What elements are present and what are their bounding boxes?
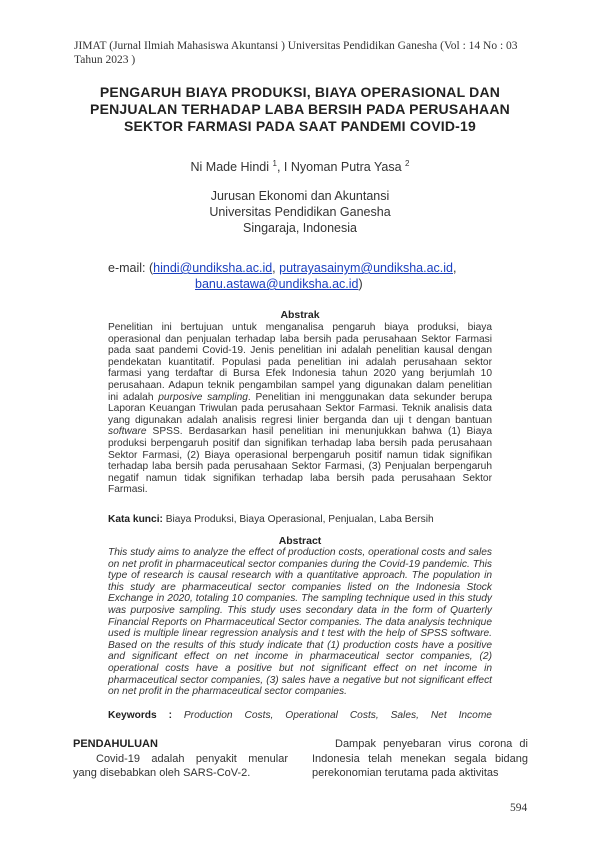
- affiliation-line: Universitas Pendidikan Ganesha: [209, 205, 391, 219]
- paper-title: [70, 84, 530, 135]
- keyword-term: Income: [458, 710, 492, 721]
- author-affiliation-mark: 1: [272, 159, 277, 168]
- author-name: I Nyoman Putra Yasa: [283, 160, 402, 174]
- email-separator: ,: [453, 261, 457, 275]
- body-paragraph: Dampak penyebaran virus corona di Indonesia telah menekan segala bidang perekonomian terutama pada aktivitas: [312, 738, 528, 779]
- keyword-term: Costs,: [349, 710, 379, 721]
- abstrak-text-part: . Penelitian ini menggunakan data sekunder berupa Laporan Keuangan Triwulan pada perusahaan Sektor Farmasi. Teknik analisis data yang digunakan adalah analisis regresi linier berganda dan uji t dengan bantuan: [108, 391, 493, 426]
- kata-kunci-label: Kata kunci:: [108, 514, 163, 525]
- abstrak-text: [108, 322, 492, 496]
- email-link[interactable]: banu.astawa@undiksha.ac.id: [195, 277, 359, 291]
- affiliation: [0, 188, 600, 236]
- body-column-right: [312, 737, 528, 781]
- keyword-term: Net: [430, 710, 447, 721]
- email-line: [108, 276, 528, 292]
- abstrak-heading: Abstrak: [280, 309, 320, 321]
- affiliation-line: Jurusan Ekonomi dan Akuntansi: [210, 189, 390, 203]
- author-affiliation-mark: 2: [405, 159, 410, 168]
- affiliation-line: Singaraja, Indonesia: [243, 221, 357, 235]
- email-label: e-mail: (: [108, 261, 154, 275]
- author-name: Ni Made Hindi: [190, 160, 270, 174]
- abstrak-text-italic: software: [108, 426, 147, 438]
- body-column-left: [73, 737, 288, 781]
- keywords-colon: :: [168, 710, 172, 721]
- abstrak-text-part: Penelitian ini bertujuan untuk menganalisa pengaruh biaya produksi, biaya operasional dan penjualan terhadap laba bersih pada perusahaan Sektor Farmasi pada saat pandemi Covid-19. Jenis penelitian ini adalah penelitian kausal dengan pendekatan kuantitatif. Populasi pada penelitian ini adalah perusahaan sektor farmasi yang terdaftar di Bursa Efek Indonesia tahun 2020 yang berjumlah 10 perusahaan. Adapun teknik pengambilan sampel yang digunakan dalam penelitian ini adalah: [108, 322, 492, 403]
- keyword-term: Sales,: [390, 710, 419, 721]
- kata-kunci: [108, 514, 508, 525]
- page-number: 594: [510, 802, 528, 814]
- abstrak-text-italic: purposive sampling: [158, 391, 248, 403]
- section-heading: PENDAHULUAN: [73, 738, 158, 750]
- email-block: [108, 260, 528, 292]
- keywords: [108, 710, 492, 721]
- abstract-heading: Abstract: [278, 535, 322, 547]
- email-close: ): [358, 277, 363, 291]
- kata-kunci-terms: Biaya Produksi, Biaya Operasional, Penjualan, Laba Bersih: [162, 514, 434, 525]
- title-line: PENGARUH BIAYA PRODUKSI, BIAYA OPERASIONAL DAN: [99, 84, 501, 100]
- body-paragraph: Covid-19 adalah penyakit menular yang disebabkan oleh SARS-CoV-2.: [73, 752, 288, 779]
- author-list: [0, 159, 600, 174]
- journal-header: JIMAT (Jurnal Ilmiah Mahasiswa Akuntansi ) Universitas Pendidikan Ganesha (Vol : 14 No : 03 Tahun 2023 ): [74, 40, 518, 66]
- keywords-label: Keywords: [108, 710, 157, 721]
- keyword-term: Production: [183, 710, 233, 721]
- email-link[interactable]: hindi@undiksha.ac.id: [153, 261, 273, 275]
- keyword-term: Operational: [285, 710, 338, 721]
- email-link[interactable]: putrayasainym@undiksha.ac.id: [279, 261, 454, 275]
- email-line: [108, 260, 528, 276]
- abstract-text: This study aims to analyze the effect of production costs, operational costs and sales on net profit in pharmaceutical sector companies during the Covid-19 pandemic. This type of research is causal research with a quantitative approach. The population in this study are pharmaceutical sector companies listed on the Indonesia Stock Exchange in 2020, totaling 10 companies. The sampling technique used in this study was purposive sampling. This study uses secondary data in the form of Quarterly Financial Reports on Pharmaceutical Sector companies. The data analysis technique used is multiple linear regression analysis and t test with the help of SPSS software. Based on the results of this study indicate that (1) production costs have a positive and significant effect on net income in pharmaceutical sector companies, (2) operational costs have a positive but not significant effect on net income in pharmaceutical sector companies, (3) sales have a negative but not significant effect on net profit in the pharmaceutical sector companies.: [108, 547, 492, 698]
- email-separator: ,: [272, 261, 280, 275]
- abstrak-text-part: SPSS. Berdasarkan hasil penelitian ini menunjukkan bahwa (1) Biaya produksi berpengaruh positif dan signifikan terhadap laba bersih pada perusahaan Sektor Farmasi, (2) Biaya operasional berpengaruh positif namun tidak signifikan terhadap laba bersih pada perusahaan Sektor Farmasi, (3) Penjualan berpengaruh negatif namun tidak signifikan terhadap laba bersih pada perusahaan Sektor Farmasi.: [108, 426, 492, 496]
- author-separator: ,: [276, 160, 284, 174]
- title-line: PENJUALAN TERHADAP LABA BERSIH PADA PERUSAHAAN: [90, 101, 510, 117]
- keyword-term: Costs,: [244, 710, 274, 721]
- title-line: SEKTOR FARMASI PADA SAAT PANDEMI COVID-19: [123, 118, 476, 134]
